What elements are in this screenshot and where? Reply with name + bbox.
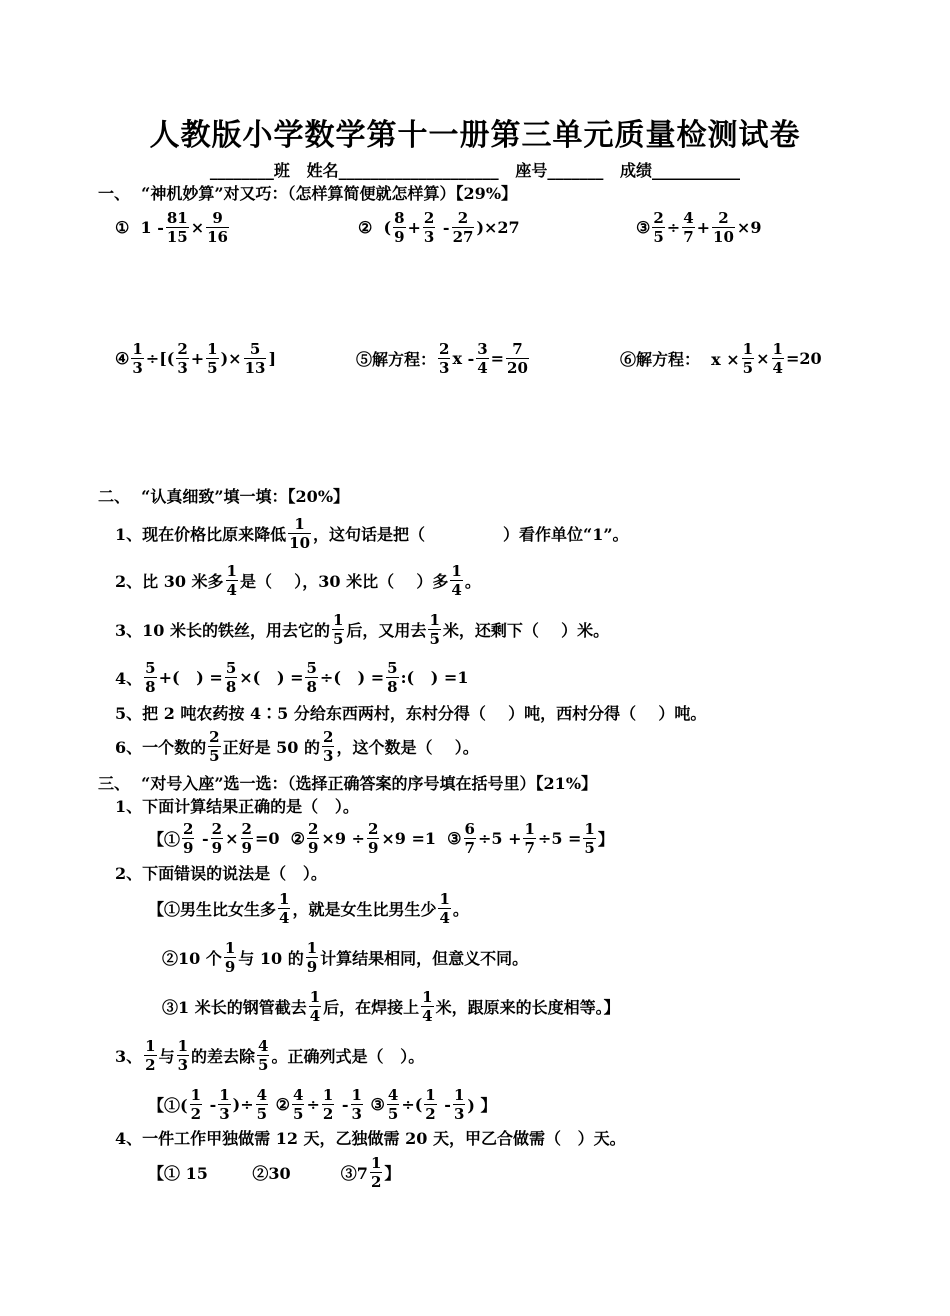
fraction: $\frac{4}{5}$ [258, 1036, 269, 1074]
fraction: $\frac{4}{5}$ [256, 1085, 268, 1123]
choice-question-1-options: 【① $\frac{2}{9}$ - $\frac{2}{9}$ × $\frac{2}{9}$ =0 ② $\frac{2}{9}$ ×9 ÷ $\frac{2}{9}$ ×9 =1 ③ $\frac{6}{7}$ ÷5 + $\frac{1}{7}$ ÷5 = $\frac{1}{5}$ 】 [148, 819, 614, 857]
choice-question-4-stem: 4、一件工作甲独做需 12 天，乙独做需 20 天，甲乙合做需（ ）天。 [115, 1128, 626, 1148]
fraction: $\frac{2}{9}$ [211, 819, 223, 857]
fraction: $\frac{81}{15}$ [166, 208, 188, 246]
fraction: $\frac{8}{9}$ [394, 208, 405, 246]
fraction: $\frac{1}{5}$ [429, 610, 440, 648]
problem-4: ④ $\frac{1}{3}$ ÷[( $\frac{2}{3}$ + $\frac{1}{5}$ )× $\frac{5}{13}$ ] [115, 339, 277, 377]
fraction: $\frac{1}{3}$ [453, 1085, 465, 1123]
fill-question-4: 4、 $\frac{5}{8}$ +( ) = $\frac{5}{8}$ ×( ) = $\frac{5}{8}$ ÷( ) = $\frac{5}{8}$ :( ) =1 [115, 658, 469, 696]
fraction: $\frac{6}{7}$ [464, 819, 475, 857]
fraction: $\frac{4}{7}$ [683, 208, 694, 246]
fill-question-2: 2、比 30 米多 $\frac{1}{4}$ 是（ ），30 米比（ ）多 $\frac{1}{4}$ 。 [115, 561, 481, 599]
fraction: $\frac{5}{8}$ [145, 658, 156, 696]
fraction: $\frac{5}{8}$ [387, 658, 398, 696]
section3-heading: 三、 “对号入座”选一选：（选择正确答案的序号填在括号里）【21%】 [98, 773, 598, 793]
fraction: $\frac{1}{10}$ [289, 514, 311, 552]
problem-5: ⑤解方程： $\frac{2}{3}$ x - $\frac{3}{4}$ = $\frac{7}{20}$ [356, 339, 528, 377]
fraction: $\frac{2}{5}$ [653, 208, 664, 246]
fraction: $\frac{5}{8}$ [306, 658, 317, 696]
fill-question-1: 1、现在价格比原来降低 $\frac{1}{10}$ ，这句话是把（ ）看作单位“1”。 [115, 514, 629, 552]
fraction: $\frac{1}{4}$ [279, 889, 290, 927]
fraction: $\frac{2}{9}$ [367, 819, 379, 857]
choice-question-4-options: 【① 15 ②30 ③7 $\frac{1}{2}$ 】 [148, 1153, 401, 1191]
fraction: $\frac{1}{9}$ [306, 938, 318, 976]
student-info-line: ________班 姓名____________________ 座号_______ 成绩___________ [209, 161, 741, 180]
fraction: $\frac{2}{9}$ [183, 819, 194, 857]
fraction: $\frac{1}{2}$ [190, 1085, 202, 1123]
fill-question-3: 3、10 米长的铁丝，用去它的 $\frac{1}{5}$ 后，又用去 $\frac{1}{5}$ 米，还剩下（ ）米。 [115, 610, 610, 648]
fraction: $\frac{1}{5}$ [742, 339, 754, 377]
section1-heading: 一、 “神机妙算”对又巧：（怎样算简便就怎样算）【29%】 [98, 183, 518, 203]
problem-2: ② ( $\frac{8}{9}$ + $\frac{2}{3}$ - $\frac{2}{27}$ )×27 [358, 208, 520, 246]
fraction: $\frac{1}{3}$ [177, 1036, 189, 1074]
choice-question-3-options: 【①( $\frac{1}{2}$ - $\frac{1}{3}$ )÷ $\frac{4}{5}$ ② $\frac{4}{5}$ ÷ $\frac{1}{2}$ - $\frac{1}{3}$ ③ $\frac{4}{5}$ ÷( $\frac{1}{2}$ - $\frac{1}{3}$ ) 】 [148, 1085, 497, 1123]
fraction: $\frac{1}{9}$ [224, 938, 236, 976]
fraction: $\frac{1}{7}$ [524, 819, 535, 857]
fraction: $\frac{2}{3}$ [323, 727, 334, 765]
fraction: $\frac{1}{3}$ [351, 1085, 362, 1123]
choice-question-2-stem: 2、下面错误的说法是（ ）。 [115, 863, 327, 883]
problem-3: ③ $\frac{2}{5}$ ÷ $\frac{4}{7}$ + $\frac{2}{10}$ ×9 [636, 208, 762, 246]
fraction: $\frac{1}{5}$ [207, 339, 218, 377]
choice-question-1-stem: 1、下面计算结果正确的是（ ）。 [115, 796, 359, 816]
choice-question-2-option-3: ③1 米长的钢管截去 $\frac{1}{4}$ 后，在焊接上 $\frac{1}{4}$ 米，跟原来的长度相等。】 [162, 987, 620, 1025]
fraction: $\frac{2}{9}$ [307, 819, 319, 857]
fraction: $\frac{1}{2}$ [425, 1085, 436, 1123]
problem-1: ① 1 - $\frac{81}{15}$ × $\frac{9}{16}$ [115, 208, 228, 246]
fraction: $\frac{2}{5}$ [209, 727, 220, 765]
choice-question-2-option-1: 【①男生比女生多 $\frac{1}{4}$ ，就是女生比男生少 $\frac{1}{4}$ 。 [148, 889, 469, 927]
fraction: $\frac{5}{8}$ [225, 658, 237, 696]
exam-title: 人教版小学数学第十一册第三单元质量检测试卷 [149, 118, 801, 153]
fraction: $\frac{1}{3}$ [132, 339, 143, 377]
fraction: $\frac{4}{5}$ [293, 1085, 304, 1123]
fraction: $\frac{9}{16}$ [207, 208, 228, 246]
fraction: $\frac{1}{2}$ [370, 1153, 382, 1191]
problem-6: ⑥解方程： x × $\frac{1}{5}$ × $\frac{1}{4}$ =20 [620, 339, 822, 377]
choice-question-3-stem: 3、 $\frac{1}{2}$ 与 $\frac{1}{3}$ 的差去除 $\frac{4}{5}$ 。正确列式是（ ）。 [115, 1036, 425, 1074]
fraction: $\frac{1}{4}$ [226, 561, 237, 599]
fraction: $\frac{2}{3}$ [439, 339, 450, 377]
fraction: $\frac{5}{13}$ [244, 339, 266, 377]
fraction: $\frac{2}{27}$ [452, 208, 474, 246]
fill-question-6: 6、一个数的 $\frac{2}{5}$ 正好是 50 的 $\frac{2}{3}$ ，这个数是（ ）。 [115, 727, 479, 765]
choice-question-2-option-2: ②10 个 $\frac{1}{9}$ 与 10 的 $\frac{1}{9}$ 计算结果相同，但意义不同。 [162, 938, 529, 976]
fraction: $\frac{1}{5}$ [584, 819, 595, 857]
fraction: $\frac{1}{2}$ [322, 1085, 334, 1123]
fraction: $\frac{2}{9}$ [241, 819, 252, 857]
fraction: $\frac{1}{4}$ [439, 889, 450, 927]
fraction: $\frac{1}{3}$ [219, 1085, 230, 1123]
fraction: $\frac{2}{3}$ [177, 339, 188, 377]
fraction: $\frac{1}{2}$ [145, 1036, 156, 1074]
fraction: $\frac{1}{4}$ [772, 339, 783, 377]
fraction: $\frac{2}{3}$ [423, 208, 435, 246]
fraction: $\frac{1}{4}$ [451, 561, 462, 599]
fill-question-5: 5、把 2 吨农药按 4∶5 分给东西两村，东村分得（ ）吨，西村分得（ ）吨。 [115, 703, 707, 723]
fraction: $\frac{1}{4}$ [422, 987, 433, 1025]
fraction: $\frac{1}{5}$ [332, 610, 344, 648]
section2-heading: 二、 “认真细致”填一填：【20%】 [98, 486, 350, 506]
fraction: $\frac{4}{5}$ [387, 1085, 399, 1123]
fraction: $\frac{1}{4}$ [309, 987, 321, 1025]
fraction: $\frac{3}{4}$ [477, 339, 488, 377]
fraction: $\frac{2}{10}$ [713, 208, 734, 246]
fraction: $\frac{7}{20}$ [507, 339, 528, 377]
